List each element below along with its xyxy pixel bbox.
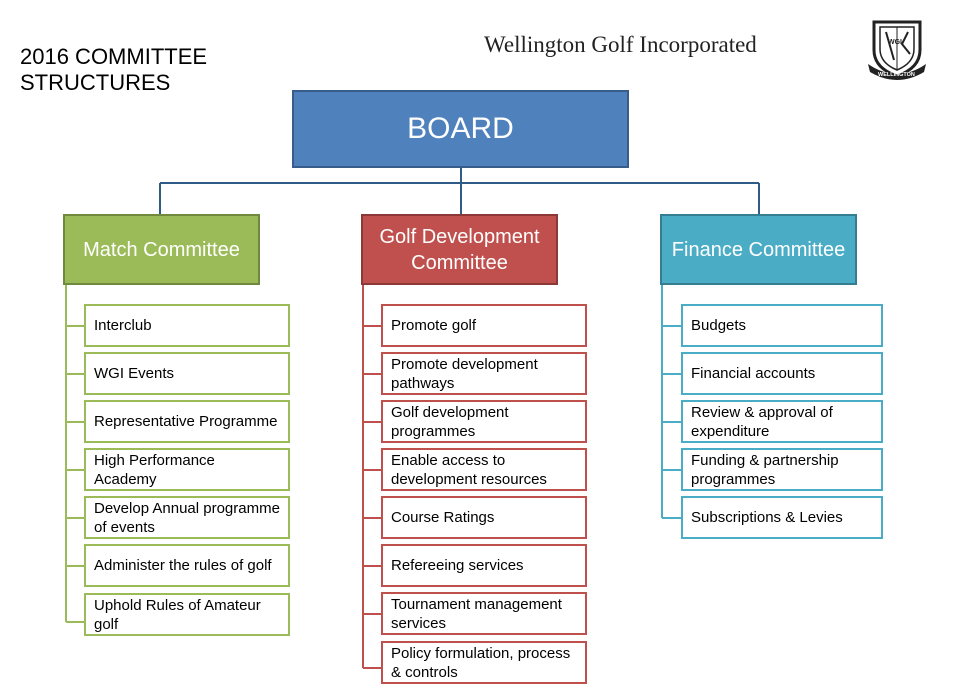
match-connector: [66, 285, 84, 622]
list-item: Policy formulation, process & controls: [381, 641, 587, 684]
list-item: Golf development programmes: [381, 400, 587, 443]
list-item: Tournament management services: [381, 592, 587, 635]
list-item: High Performance Academy: [84, 448, 290, 491]
list-item: Financial accounts: [681, 352, 883, 395]
list-item: Uphold Rules of Amateur golf: [84, 593, 290, 636]
board-connector: [160, 168, 759, 214]
board-box: BOARD: [292, 90, 629, 168]
list-item: Develop Annual programme of events: [84, 496, 290, 539]
list-item: Promote golf: [381, 304, 587, 347]
organization-name: Wellington Golf Incorporated: [484, 32, 757, 57]
list-item: Administer the rules of golf: [84, 544, 290, 587]
match-committee-box: Match Committee: [63, 214, 260, 285]
golf-development-committee-box: Golf Development Committee: [361, 214, 558, 285]
list-item: Subscriptions & Levies: [681, 496, 883, 539]
finance-committee-box: Finance Committee: [660, 214, 857, 285]
logo-text: WGI: [888, 39, 902, 46]
list-item: Representative Programme: [84, 400, 290, 443]
list-item: Promote development pathways: [381, 352, 587, 395]
finance-connector: [662, 285, 681, 518]
list-item: WGI Events: [84, 352, 290, 395]
list-item: Budgets: [681, 304, 883, 347]
list-item: Review & approval of expenditure: [681, 400, 883, 443]
list-item: Funding & partnership programmes: [681, 448, 883, 491]
logo-banner-text: WELLINGTON: [878, 72, 915, 78]
list-item: Course Ratings: [381, 496, 587, 539]
list-item: Enable access to development resources: [381, 448, 587, 491]
development-connector: [363, 285, 381, 668]
list-item: Refereeing services: [381, 544, 587, 587]
page-title: 2016 COMMITTEE STRUCTURES: [20, 44, 208, 95]
list-item: Interclub: [84, 304, 290, 347]
wgi-crest-logo: [864, 14, 930, 80]
